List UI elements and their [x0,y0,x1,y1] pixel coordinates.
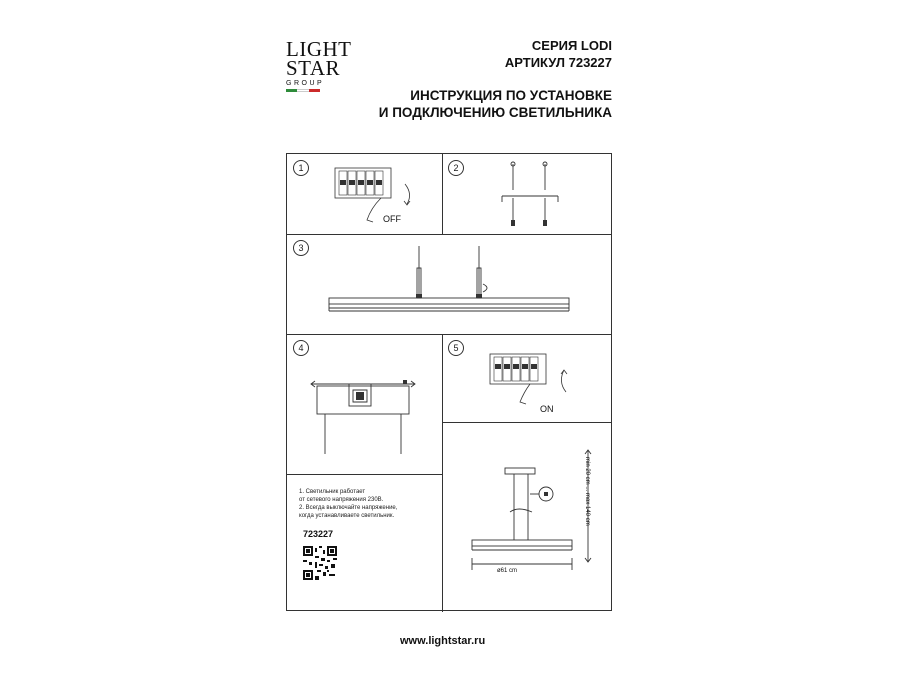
note-line: 2. Всегда выключайте напряжение, [299,505,398,511]
off-label: OFF [383,214,401,224]
instruction-title-line-2: И ПОДКЛЮЧЕНИЮ СВЕТИЛЬНИКА [378,105,612,120]
website-url[interactable]: www.lightstar.ru [400,635,486,647]
step-4-panel [287,334,442,474]
series-name: СЕРИЯ LODI [531,38,612,53]
mount-bracket-icon [442,154,611,234]
connector-icon [287,334,442,474]
step-number: 5 [448,340,464,356]
fixture-icon [287,234,611,334]
step-5-panel [442,334,611,422]
step-3-panel [287,234,611,334]
brand-logo [286,37,352,106]
logo-line-1: LIGHT [286,37,352,61]
notes-panel [287,474,442,610]
dimensions-panel [442,422,611,610]
step-1-panel [287,154,442,234]
step-number: 3 [293,240,309,256]
step-number: 4 [293,340,309,356]
note-line: когда устанавливаете светильник. [299,513,395,519]
italian-flag-icon [286,89,320,92]
breaker-off-icon [287,154,442,234]
note-line: от сетевого напряжения 230В. [299,497,384,503]
breaker-on-icon [442,334,611,422]
logo-line-3: GROUP [286,80,325,87]
note-line: 1. Светильник работает [299,489,366,495]
qr-code-icon [303,546,337,580]
step-number: 1 [293,160,309,176]
instruction-title-line-1: ИНСТРУКЦИЯ ПО УСТАНОВКЕ [410,88,612,103]
height-label: min 20 cm ... max 140 cm [584,457,590,526]
article-number: АРТИКУЛ 723227 [504,55,612,70]
instruction-sheet [286,153,612,611]
logo-line-2: STAR [286,56,340,80]
step-number: 2 [448,160,464,176]
article-code: 723227 [303,529,334,539]
diameter-label: ø61 cm [497,568,518,574]
step-2-panel [442,154,611,234]
on-label: ON [540,404,554,414]
safety-notes [299,488,439,520]
